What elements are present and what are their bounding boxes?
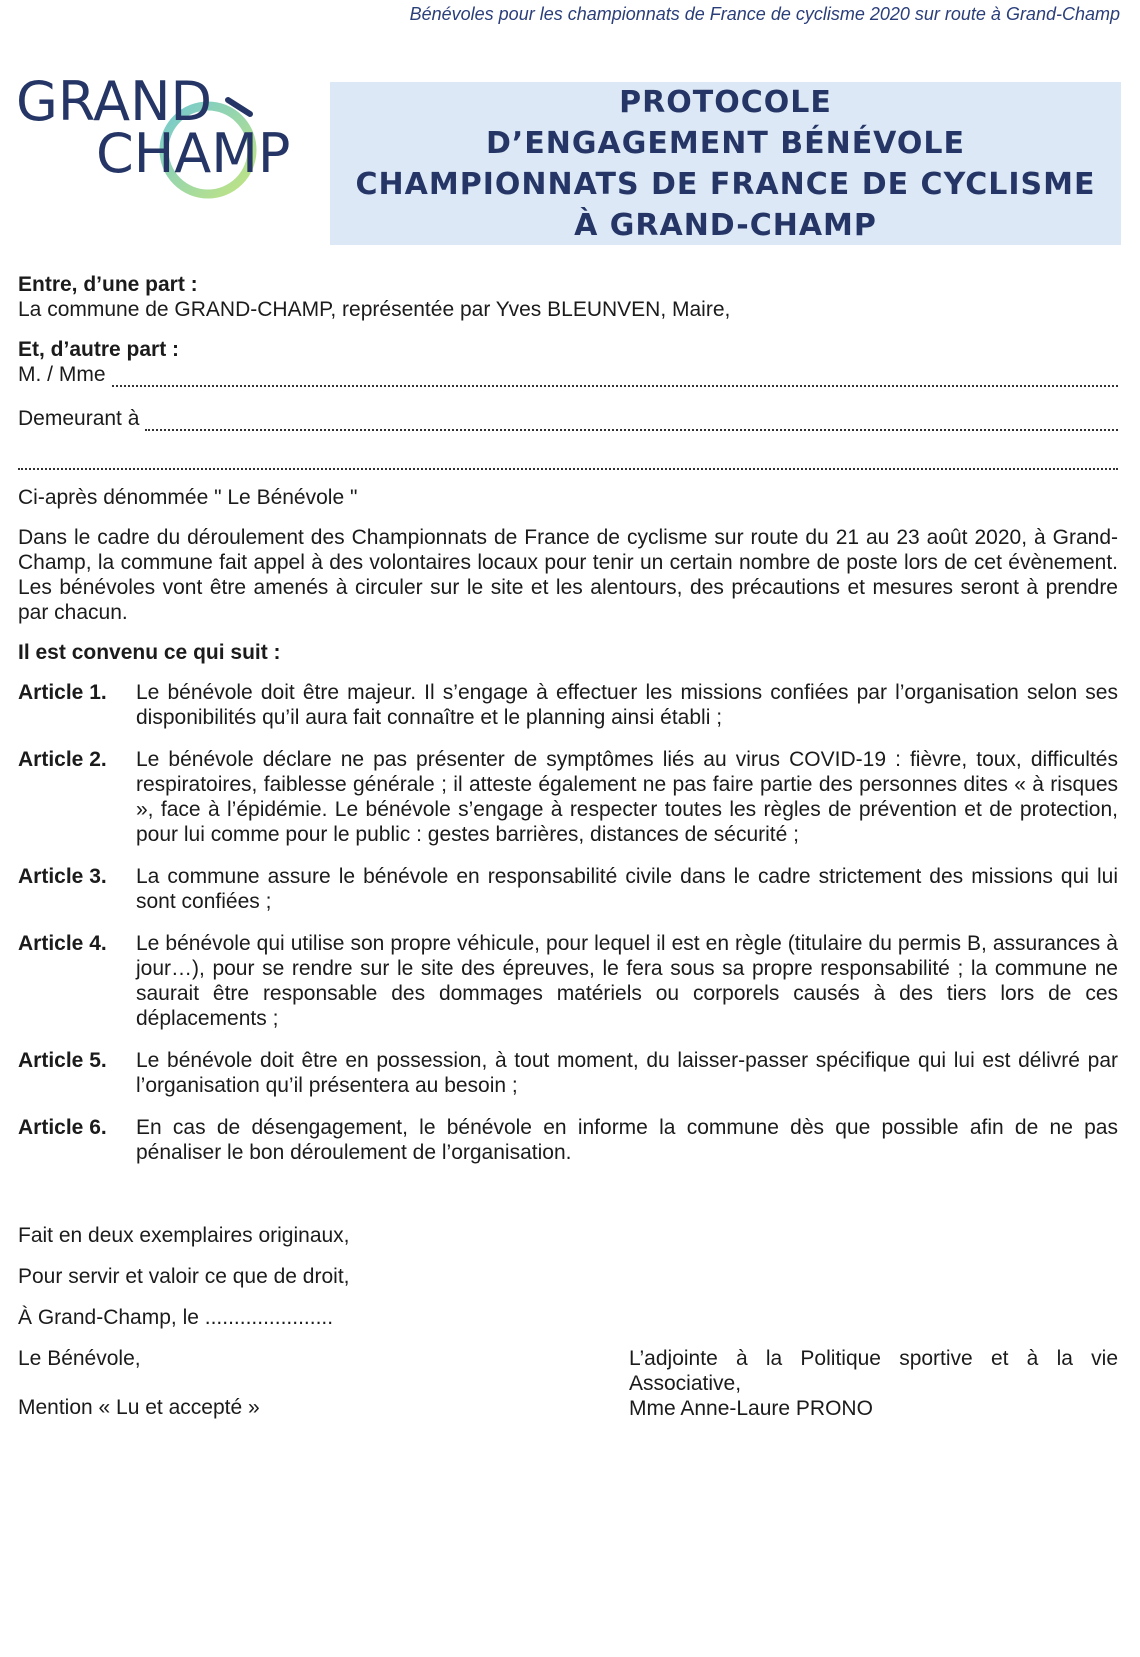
title-line: D’ENGAGEMENT BÉNÉVOLE [486, 125, 965, 161]
header-note: Bénévoles pour les championnats de France de cyclisme 2020 sur route à Grand-Champ [409, 4, 1120, 24]
article-label: Article 3. [18, 865, 107, 888]
document-body [18, 272, 1118, 1420]
closing-date-line: À Grand-Champ, le ...................... [18, 1306, 334, 1329]
article-label: Article 5. [18, 1049, 107, 1072]
grand-champ-logo [16, 72, 316, 212]
first-party-heading: Entre, d’une part : [18, 273, 198, 296]
article-text: Le bénévole doit être majeur. Il s’engage à effectuer les missions confiées par l’organisation selon ses disponibilités qu’il aura fait connaître et le planning ainsi établi ; [136, 681, 1118, 729]
name-fill-field[interactable] [112, 367, 1119, 387]
closing-block [18, 1223, 1118, 1330]
title-line: À GRAND-CHAMP [574, 207, 877, 243]
article-text: La commune assure le bénévole en responsabilité civile dans le cadre strictement des missions qui lui sont confiées ; [136, 865, 1118, 913]
agreed-heading: Il est convenu ce qui suit : [18, 641, 281, 664]
address-fill-field-2[interactable] [18, 450, 1118, 470]
article [18, 680, 1118, 730]
logo-word-champ: CHAMP [96, 122, 291, 185]
address-line [18, 406, 1118, 431]
title-line: CHAMPIONNATS DE FRANCE DE CYCLISME [355, 166, 1096, 202]
logo-graphic [16, 72, 316, 212]
first-party-text: La commune de GRAND-CHAMP, représentée par Yves BLEUNVEN, Maire, [18, 298, 731, 321]
address-label: Demeurant à [18, 407, 140, 430]
signature-row [18, 1346, 1118, 1420]
article-text: En cas de désengagement, le bénévole en informe la commune dès que possible afin de ne pas pénaliser le bon déroulement de l’organisation. [136, 1116, 1118, 1164]
official-role: L’adjointe à la Politique sportive et à la vie Associative, [629, 1347, 1118, 1395]
article-text: Le bénévole déclare ne pas présenter de symptômes liés au virus COVID-19 : fièvre, toux, difficultés respiratoires, faiblesse générale ; il atteste également ne pas faire partie des personnes dites « à risques », face à l’épidémie. Le bénévole s’engage à respecter toutes les règles de prévention et de protection, pour lui comme pour le public : gestes barrières, distances de sécurité ; [136, 748, 1118, 846]
article-label: Article 1. [18, 681, 107, 704]
article [18, 1048, 1118, 1098]
closing-line: Fait en deux exemplaires originaux, [18, 1224, 350, 1247]
article-label: Article 4. [18, 932, 107, 955]
address-line-2 [18, 450, 1118, 470]
volunteer-signature-block [18, 1346, 518, 1420]
article [18, 1115, 1118, 1165]
volunteer-designation: Ci-après dénommée " Le Bénévole " [18, 486, 358, 509]
official-signature-block [629, 1346, 1118, 1421]
article [18, 931, 1118, 1031]
official-name: Mme Anne-Laure PRONO [629, 1397, 873, 1420]
intro-paragraph: Dans le cadre du déroulement des Championnats de France de cyclisme sur route du 21 au 23 août 2020, à Grand-Champ, la commune fait appel à des volontaires locaux pour tenir un certain nombre de poste lors de cet évènement. Les bénévoles vont être amenés à circuler sur le site et les alentours, des précautions et mesures seront à prendre par chacun. [18, 526, 1118, 624]
article [18, 864, 1118, 914]
name-line [18, 362, 1118, 387]
logo-word-grand: GRAND [16, 72, 213, 133]
title-line: PROTOCOLE [619, 84, 832, 120]
article-text: Le bénévole doit être en possession, à tout moment, du laisser-passer spécifique qui lui est délivré par l’organisation qu’il présentera au besoin ; [136, 1049, 1118, 1097]
name-label: M. / Mme [18, 363, 106, 386]
second-party-heading: Et, d’autre part : [18, 338, 180, 361]
article-label: Article 6. [18, 1116, 107, 1139]
closing-line: Pour servir et valoir ce que de droit, [18, 1265, 350, 1288]
mention-label: Mention « Lu et accepté » [18, 1396, 260, 1419]
article-label: Article 2. [18, 748, 107, 771]
address-fill-field[interactable] [145, 411, 1118, 431]
article-text: Le bénévole qui utilise son propre véhicule, pour lequel il est en règle (titulaire du permis B, assurances à jour…), pour se rendre sur le site des épreuves, le fera sous sa propre responsabilité ; la commune ne saurait être responsable des dommages matériels ou corporels causés à des tiers lors de ces déplacements ; [136, 932, 1118, 1030]
volunteer-label: Le Bénévole, [18, 1347, 141, 1370]
document-title [330, 82, 1121, 245]
article [18, 747, 1118, 847]
